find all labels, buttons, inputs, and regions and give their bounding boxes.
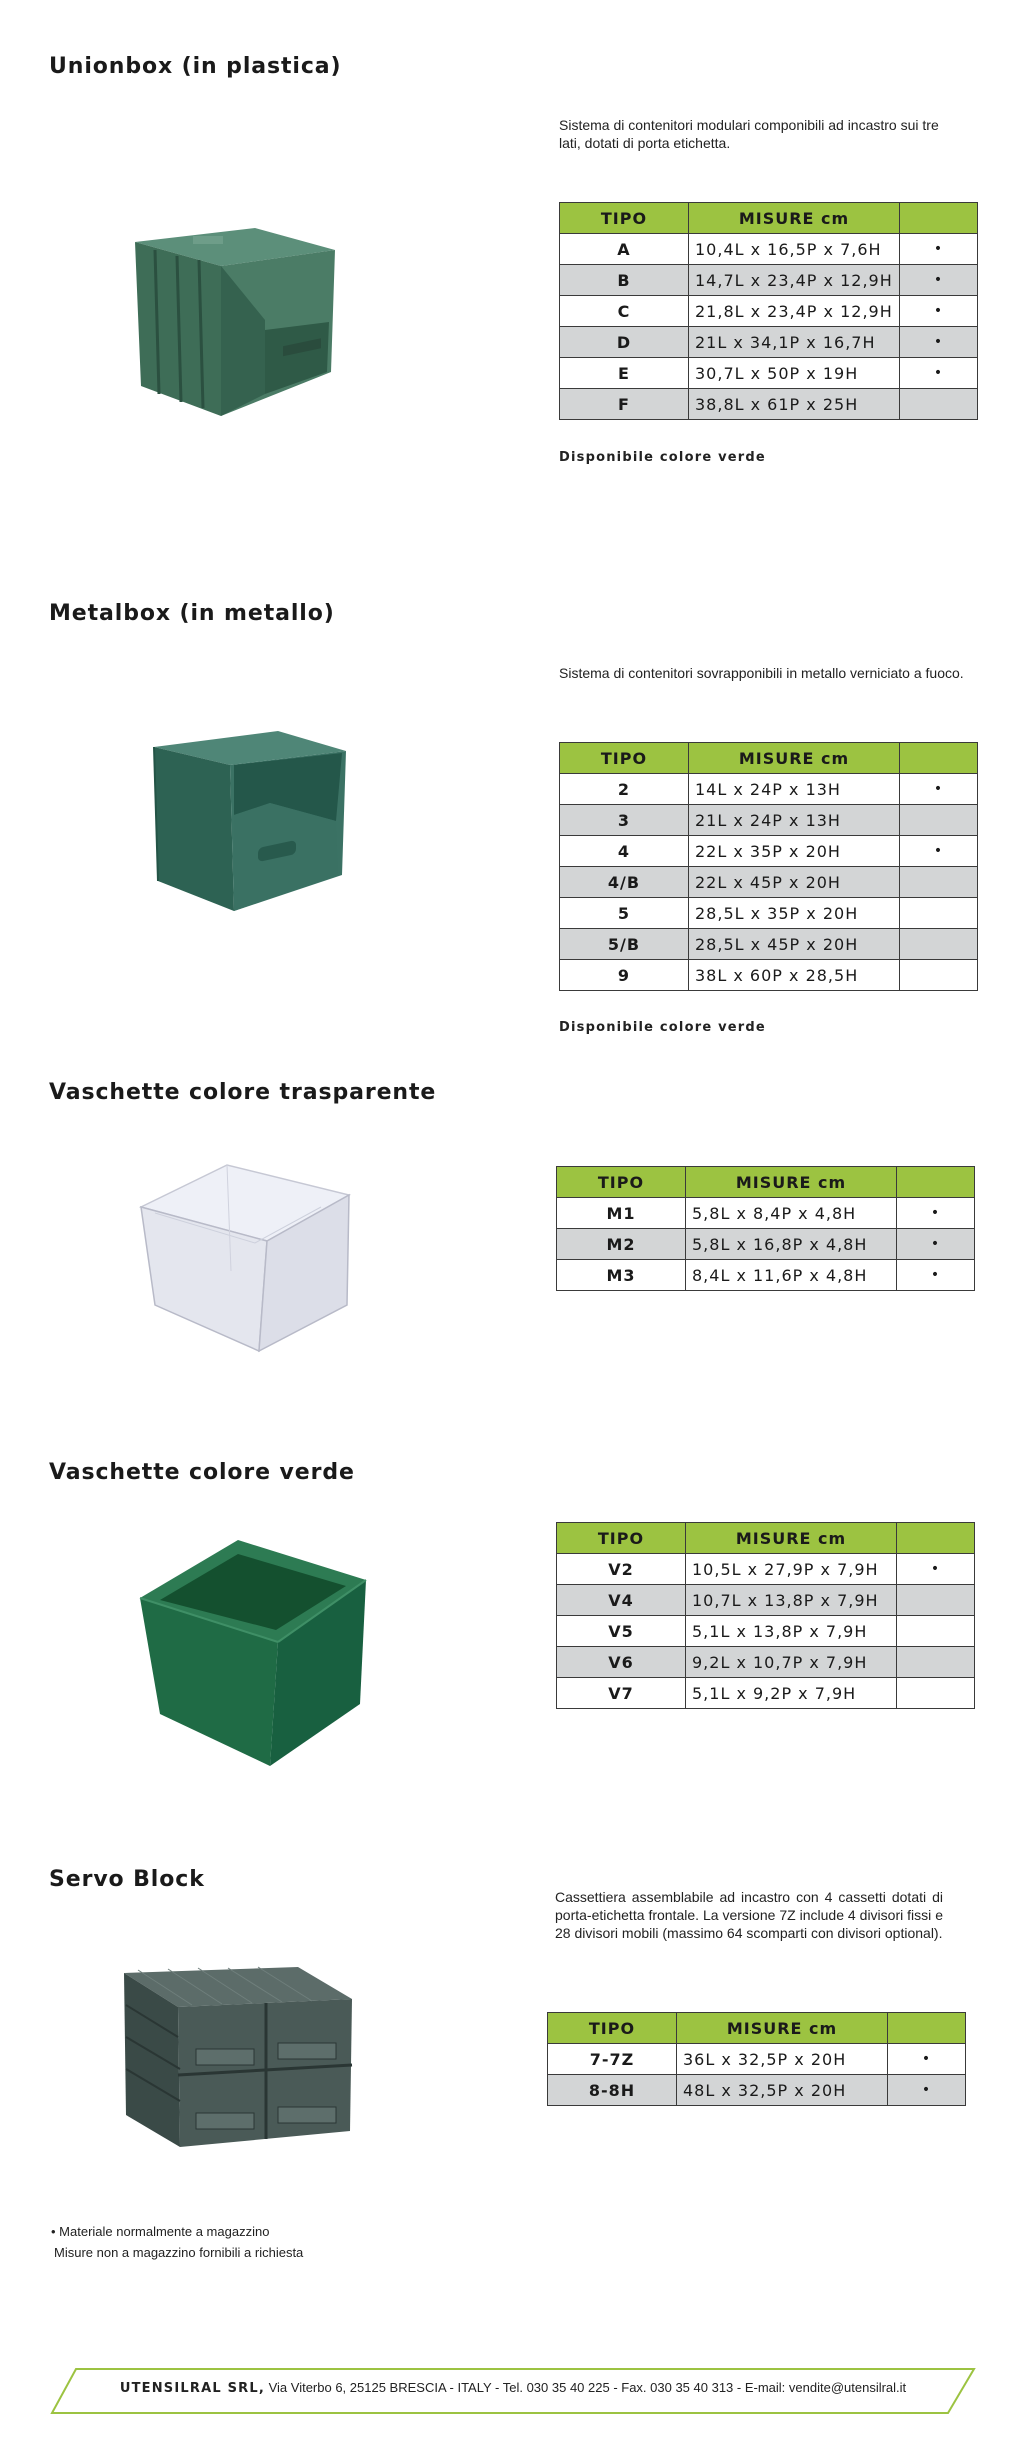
verde-header-misure: MISURE cm	[686, 1523, 897, 1554]
metalbox-header-stock	[900, 743, 978, 774]
tipo-cell: V4	[557, 1585, 686, 1616]
stock-dot	[897, 1678, 975, 1709]
stock-dot	[900, 898, 978, 929]
misure-cell: 21L x 24P x 13H	[689, 805, 900, 836]
unionbox-header-misure: MISURE cm	[689, 203, 900, 234]
servoblock-description: Cassettiera assemblabile ad incastro con 4 cassetti dotati di porta-etichetta frontale. La versione 7Z include 4 divisori fissi e 28 divisori mobili (massimo 64 scomparti con divisori optional).	[555, 1889, 943, 1941]
tipo-cell: E	[560, 358, 689, 389]
misure-cell: 9,2L x 10,7P x 7,9H	[686, 1647, 897, 1678]
trasparente-table	[556, 1166, 975, 1291]
misure-cell: 28,5L x 45P x 20H	[689, 929, 900, 960]
table-row	[557, 1585, 975, 1616]
verde-header-tipo: TIPO	[557, 1523, 686, 1554]
stock-dot	[897, 1585, 975, 1616]
metalbox-description: Sistema di contenitori sovrapponibili in metallo verniciato a fuoco.	[559, 665, 964, 681]
footer-brand: UTENSILRAL SRL,	[119, 2381, 265, 2396]
table-row	[548, 2075, 966, 2106]
misure-cell: 21,8L x 23,4P x 12,9H	[689, 296, 900, 327]
trasparente-header-tipo: TIPO	[557, 1167, 686, 1198]
footer-contact	[60, 2380, 966, 2396]
table-row	[548, 2044, 966, 2075]
table-row	[560, 898, 978, 929]
misure-cell: 14L x 24P x 13H	[689, 774, 900, 805]
table-row	[560, 836, 978, 867]
verde-header-stock	[897, 1523, 975, 1554]
tipo-cell: 7-7Z	[548, 2044, 677, 2075]
servoblock-title: Servo Block	[49, 1867, 205, 1892]
table-row	[557, 1198, 975, 1229]
stock-dot: •	[888, 2075, 966, 2106]
misure-cell: 36L x 32,5P x 20H	[677, 2044, 888, 2075]
table-row	[560, 234, 978, 265]
misure-cell: 5,1L x 9,2P x 7,9H	[686, 1678, 897, 1709]
servoblock-image	[118, 1965, 358, 2150]
misure-cell: 8,4L x 11,6P x 4,8H	[686, 1260, 897, 1291]
verde-image	[138, 1538, 370, 1768]
misure-cell: 48L x 32,5P x 20H	[677, 2075, 888, 2106]
stock-dot: •	[897, 1229, 975, 1260]
trasparente-image	[135, 1155, 355, 1355]
tipo-cell: V6	[557, 1647, 686, 1678]
servoblock-table	[547, 2012, 966, 2106]
legend-request-note: Misure non a magazzino fornibili a richiesta	[54, 2245, 304, 2260]
trasparente-header-misure: MISURE cm	[686, 1167, 897, 1198]
misure-cell: 5,8L x 8,4P x 4,8H	[686, 1198, 897, 1229]
stock-dot: •	[900, 836, 978, 867]
stock-dot	[900, 389, 978, 420]
stock-dot: •	[900, 327, 978, 358]
table-row	[557, 1229, 975, 1260]
misure-cell: 10,5L x 27,9P x 7,9H	[686, 1554, 897, 1585]
table-row	[560, 867, 978, 898]
legend-stock-note: • Materiale normalmente a magazzino	[51, 2224, 270, 2239]
misure-cell: 22L x 45P x 20H	[689, 867, 900, 898]
misure-cell: 28,5L x 35P x 20H	[689, 898, 900, 929]
metalbox-image	[150, 725, 350, 915]
stock-dot	[900, 805, 978, 836]
verde-title: Vaschette colore verde	[49, 1460, 355, 1485]
tipo-cell: 5/B	[560, 929, 689, 960]
tipo-cell: B	[560, 265, 689, 296]
tipo-cell: M3	[557, 1260, 686, 1291]
metalbox-header-misure: MISURE cm	[689, 743, 900, 774]
tipo-cell: D	[560, 327, 689, 358]
misure-cell: 22L x 35P x 20H	[689, 836, 900, 867]
table-row	[557, 1616, 975, 1647]
table-row	[560, 327, 978, 358]
stock-dot: •	[900, 774, 978, 805]
table-row	[557, 1678, 975, 1709]
table-row	[560, 265, 978, 296]
misure-cell: 14,7L x 23,4P x 12,9H	[689, 265, 900, 296]
stock-dot	[897, 1647, 975, 1678]
tipo-cell: C	[560, 296, 689, 327]
tipo-cell: M2	[557, 1229, 686, 1260]
tipo-cell: 5	[560, 898, 689, 929]
metalbox-title: Metalbox (in metallo)	[49, 601, 335, 626]
metalbox-availability: Disponibile colore verde	[559, 1020, 766, 1035]
tipo-cell: F	[560, 389, 689, 420]
tipo-cell: 2	[560, 774, 689, 805]
footer-address: Via Viterbo 6, 25125 BRESCIA - ITALY - Tel. 030 35 40 225 - Fax. 030 35 40 313 - E-mail: vendite@utensilral.it	[264, 2380, 907, 2395]
stock-dot	[900, 960, 978, 991]
stock-dot: •	[900, 234, 978, 265]
stock-dot: •	[897, 1260, 975, 1291]
stock-dot	[900, 929, 978, 960]
tipo-cell: 4	[560, 836, 689, 867]
table-row	[560, 774, 978, 805]
stock-dot: •	[897, 1554, 975, 1585]
tipo-cell: 8-8H	[548, 2075, 677, 2106]
misure-cell: 21L x 34,1P x 16,7H	[689, 327, 900, 358]
misure-cell: 10,7L x 13,8P x 7,9H	[686, 1585, 897, 1616]
servoblock-header-misure: MISURE cm	[677, 2013, 888, 2044]
table-row	[560, 358, 978, 389]
trasparente-title: Vaschette colore trasparente	[49, 1080, 437, 1105]
unionbox-availability: Disponibile colore verde	[559, 450, 766, 465]
stock-dot: •	[900, 265, 978, 296]
misure-cell: 10,4L x 16,5P x 7,6H	[689, 234, 900, 265]
table-row	[557, 1554, 975, 1585]
trasparente-header-stock	[897, 1167, 975, 1198]
unionbox-image	[115, 210, 345, 420]
misure-cell: 5,1L x 13,8P x 7,9H	[686, 1616, 897, 1647]
stock-dot	[897, 1616, 975, 1647]
table-row	[560, 960, 978, 991]
stock-dot: •	[897, 1198, 975, 1229]
table-row	[560, 929, 978, 960]
unionbox-table	[559, 202, 978, 420]
tipo-cell: A	[560, 234, 689, 265]
stock-dot	[900, 867, 978, 898]
tipo-cell: M1	[557, 1198, 686, 1229]
unionbox-description: Sistema di contenitori modulari componibili ad incastro sui tre lati, dotati di porta etichetta.	[559, 117, 939, 151]
tipo-cell: 3	[560, 805, 689, 836]
table-row	[560, 296, 978, 327]
verde-table	[556, 1522, 975, 1709]
table-row	[560, 389, 978, 420]
tipo-cell: 4/B	[560, 867, 689, 898]
misure-cell: 38L x 60P x 28,5H	[689, 960, 900, 991]
misure-cell: 5,8L x 16,8P x 4,8H	[686, 1229, 897, 1260]
tipo-cell: V2	[557, 1554, 686, 1585]
misure-cell: 30,7L x 50P x 19H	[689, 358, 900, 389]
tipo-cell: V5	[557, 1616, 686, 1647]
metalbox-header-tipo: TIPO	[560, 743, 689, 774]
tipo-cell: 9	[560, 960, 689, 991]
unionbox-header-tipo: TIPO	[560, 203, 689, 234]
stock-dot: •	[888, 2044, 966, 2075]
table-row	[557, 1647, 975, 1678]
unionbox-header-stock	[900, 203, 978, 234]
stock-dot: •	[900, 296, 978, 327]
stock-dot: •	[900, 358, 978, 389]
metalbox-table	[559, 742, 978, 991]
tipo-cell: V7	[557, 1678, 686, 1709]
unionbox-title: Unionbox (in plastica)	[49, 54, 342, 79]
servoblock-header-tipo: TIPO	[548, 2013, 677, 2044]
table-row	[557, 1260, 975, 1291]
table-row	[560, 805, 978, 836]
misure-cell: 38,8L x 61P x 25H	[689, 389, 900, 420]
servoblock-header-stock	[888, 2013, 966, 2044]
